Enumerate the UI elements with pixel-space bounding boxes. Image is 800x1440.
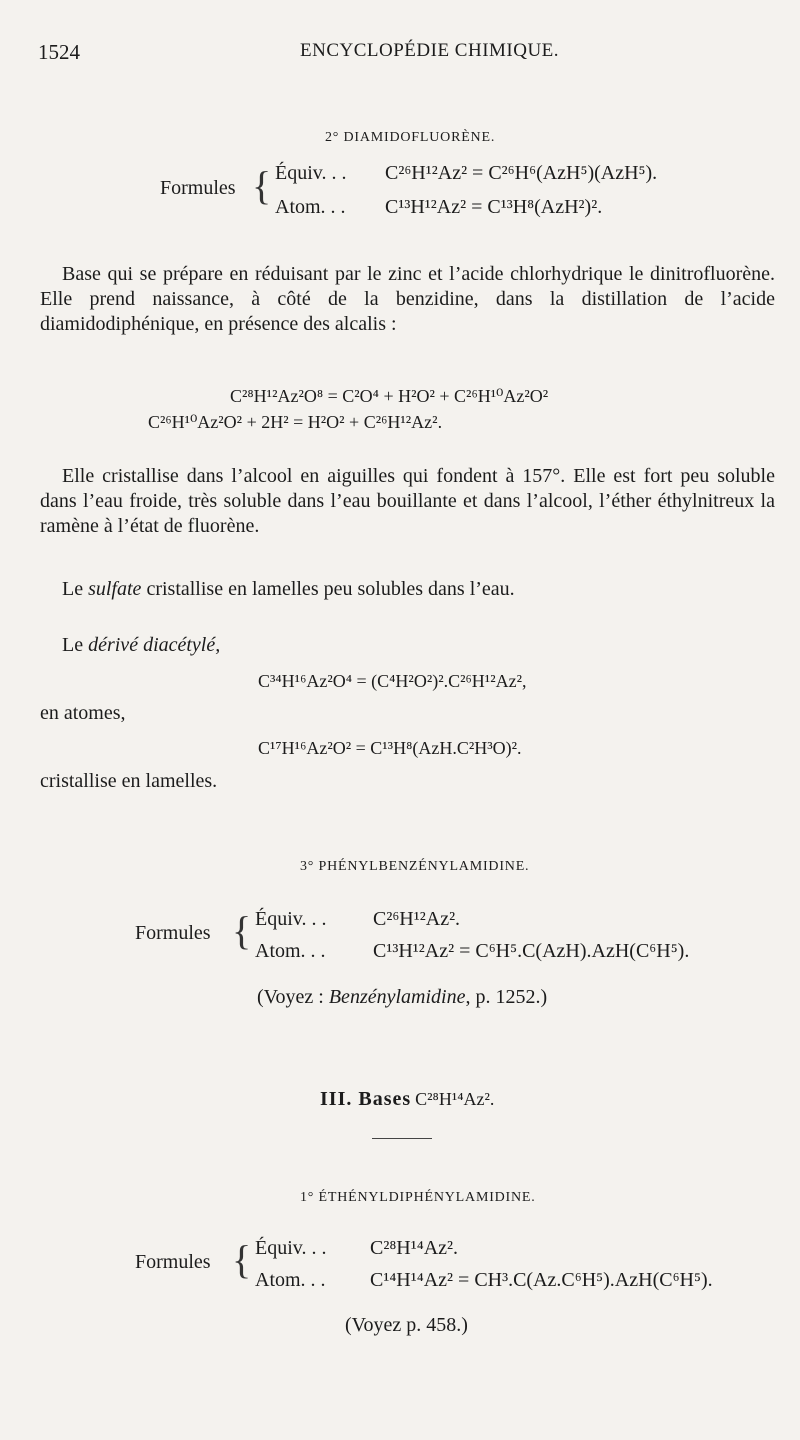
formulas-label: Formules [135,922,211,944]
sulfate-post: cristallise en lamelles peu solubles dans l’eau. [141,578,515,600]
bases-heading: III. Bases [320,1088,412,1110]
bases-formula: C²⁸H¹⁴Az². [415,1089,495,1109]
equation-2: C²⁶H¹⁰Az²O² + 2H² = H²O² + C²⁶H¹²Az². [148,412,443,432]
atom-formula: C¹³H¹²Az² = C¹³H⁸(AzH²)². [385,196,603,218]
equiv-formula: C²⁶H¹²Az² = C²⁶H⁶(AzH⁵)(AzH⁵). [385,162,658,184]
voyez-post: , p. 1252.) [465,986,548,1008]
atom-formula: C¹⁴H¹⁴Az² = CH³.C(Az.C⁶H⁵).AzH(C⁶H⁵). [370,1269,713,1291]
voyez-reference [257,986,547,1009]
section-title-ethenyldiphenylamidine: 1° ÉTHÉNYLDIPHÉNYLAMIDINE. [300,1190,536,1205]
brace-icon: { [232,1237,252,1282]
section-title-phenylbenzenylamidine: 3° PHÉNYLBENZÉNYLAMIDINE. [300,859,530,874]
paragraph-preparation: Base qui se prépare en réduisant par le zinc et l’acide chlorhydrique le dinitrofluorène. Elle prend naissance, à côté de la benzidine, dans la distillation de l’acide diamidodiphénique, en présence des alcalis : [40,263,775,335]
brace-icon: { [232,908,252,953]
equation-1: C²⁸H¹²Az²O⁸ = C²O⁴ + H²O² + C²⁶H¹⁰Az²O² [230,386,549,406]
atom-label: Atom. . . [275,196,346,218]
atom-label: Atom. . . [255,940,326,962]
equiv-formula: C²⁸H¹⁴Az². [370,1237,459,1259]
running-title: ENCYCLOPÉDIE CHIMIQUE. [300,40,560,61]
atom-formula: C¹³H¹²Az² = C⁶H⁵.C(AzH).AzH(C⁶H⁵). [373,940,690,962]
section-title-diamidofluorene: 2° DIAMIDOFLUORÈNE. [325,130,496,145]
sulfate-line [62,578,515,601]
equiv-label: Équiv. . . [275,162,347,184]
section-divider [372,1138,432,1139]
derive-formula: C³⁴H¹⁶Az²O⁴ = (C⁴H²O²)².C²⁶H¹²Az², [258,671,527,691]
brace-icon: { [252,163,272,208]
equiv-formula: C²⁶H¹²Az². [373,908,461,930]
derive-line [62,634,220,657]
cristallise-line: cristallise en lamelles. [40,770,218,792]
derive-pre: Le [62,634,89,656]
atom-derive-formula: C¹⁷H¹⁶Az²O² = C¹³H⁸(AzH.C²H³O)². [258,738,522,758]
equiv-label: Équiv. . . [255,1237,327,1259]
sulfate-pre: Le [62,578,89,600]
voyez-italic: Benzénylamidine [328,986,466,1008]
atom-label: Atom. . . [255,1269,326,1291]
bases-heading-line [320,1088,494,1111]
formulas-label: Formules [160,177,236,199]
paragraph-properties: Elle cristallise dans l’alcool en aiguilles qui fondent à 157°. Elle est fort peu soluble dans l’eau froide, très soluble dans l’eau bouillante et dans l’alcool, l’éther éthylnitreux la ramène à l’état de fluorène. [40,465,775,537]
sulfate-word: sulfate [88,578,142,600]
equiv-label: Équiv. . . [255,908,327,930]
voyez-pre: (Voyez : [257,986,329,1008]
formulas-label: Formules [135,1251,211,1273]
page-number: 1524 [38,40,80,64]
derive-word: dérivé diacétylé, [88,634,221,656]
en-atomes: en atomes, [40,702,126,724]
voyez-reference: (Voyez p. 458.) [345,1314,468,1336]
